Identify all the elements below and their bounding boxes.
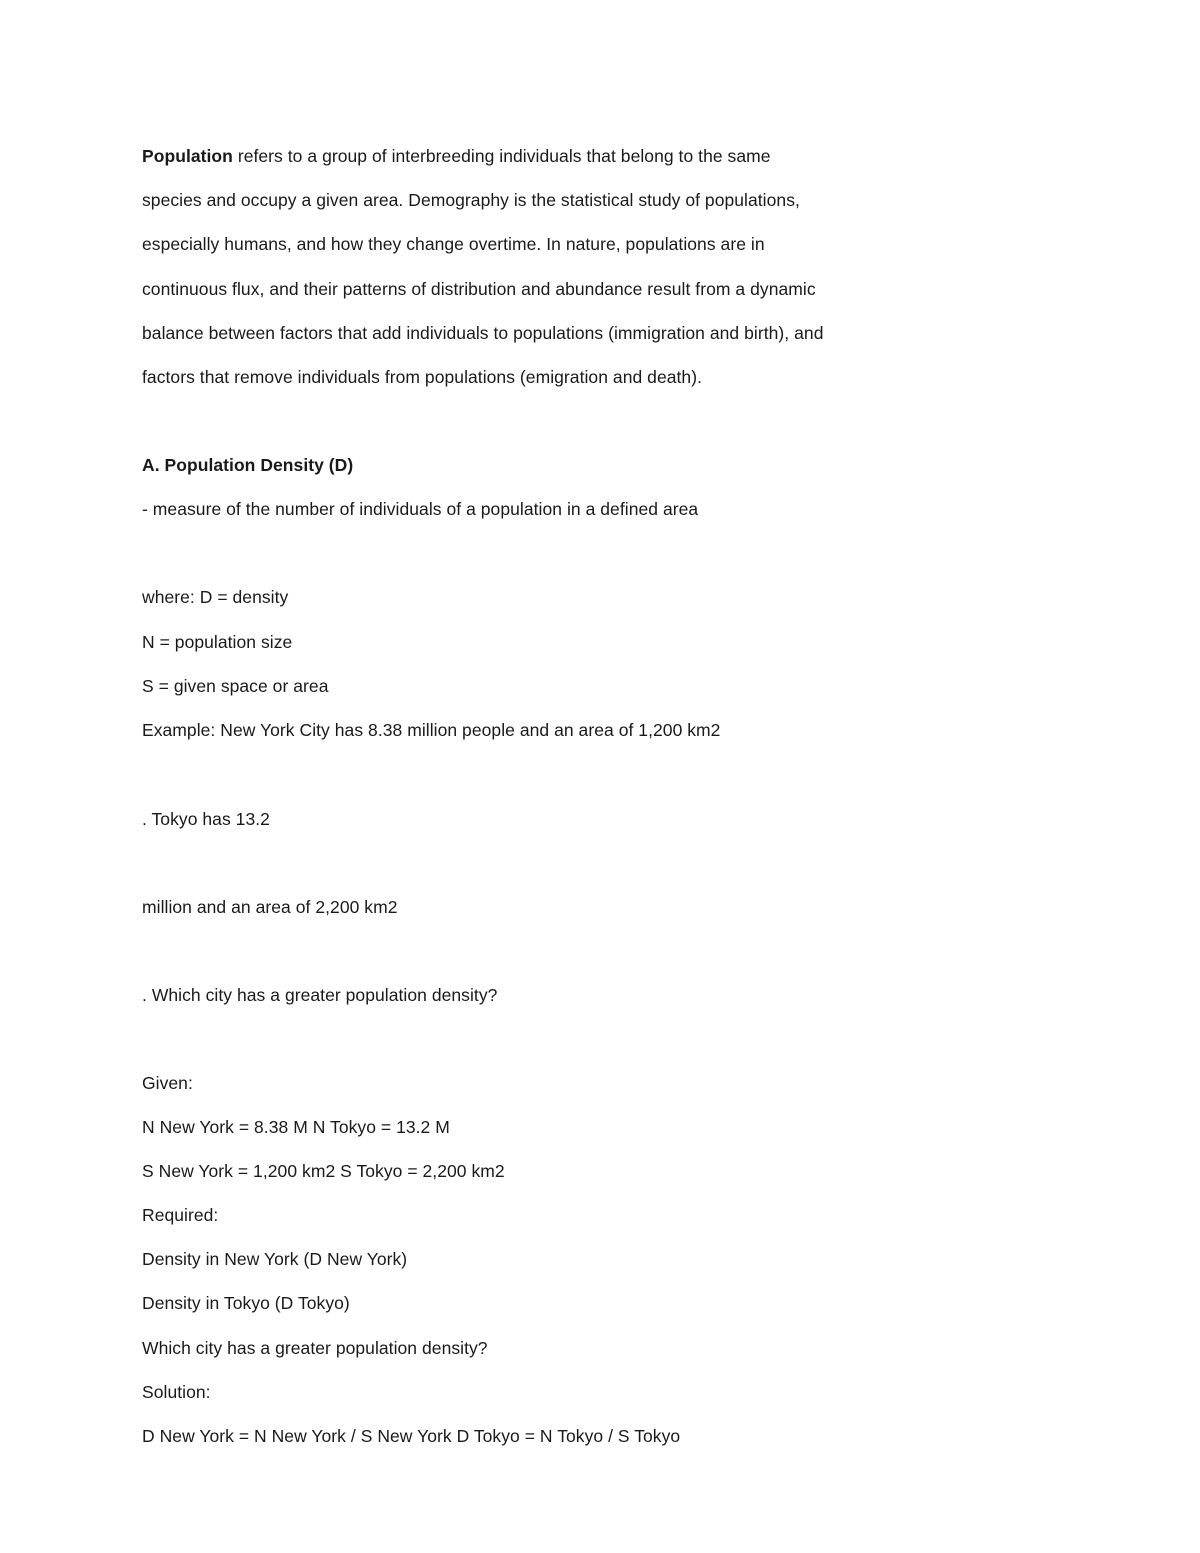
- example-line-3: million and an area of 2,200 km2: [142, 897, 398, 917]
- section-heading: A. Population Density (D): [142, 455, 354, 475]
- solution-formula: D New York = N New York / S New York D Tokyo = N Tokyo / S Tokyo: [142, 1426, 681, 1446]
- intro-paragraph-line-5: balance between factors that add individuals to populations (immigration and birth), and: [142, 323, 824, 343]
- intro-paragraph-line-3: especially humans, and how they change overtime. In nature, populations are in: [142, 234, 765, 254]
- required-item-2: Density in Tokyo (D Tokyo): [142, 1293, 350, 1313]
- required-item-3: Which city has a greater population density?: [142, 1338, 488, 1358]
- example-line-1: Example: New York City has 8.38 million people and an area of 1,200 km2: [142, 720, 721, 740]
- intro-paragraph-line-2: species and occupy a given area. Demography is the statistical study of populations,: [142, 190, 800, 210]
- required-item-1: Density in New York (D New York): [142, 1249, 408, 1269]
- example-question: . Which city has a greater population density?: [142, 985, 498, 1005]
- intro-line-1-text: refers to a group of interbreeding individuals that belong to the same: [232, 146, 771, 166]
- solution-label: Solution:: [142, 1382, 211, 1402]
- legend-s: S = given space or area: [142, 676, 329, 696]
- legend-where: where: D = density: [142, 587, 289, 607]
- legend-n: N = population size: [142, 632, 293, 652]
- given-n-values: N New York = 8.38 M N Tokyo = 13.2 M: [142, 1117, 450, 1137]
- required-label: Required:: [142, 1205, 219, 1225]
- given-label: Given:: [142, 1073, 193, 1093]
- intro-paragraph-line-6: factors that remove individuals from populations (emigration and death).: [142, 367, 703, 387]
- intro-term: Population: [142, 146, 233, 166]
- intro-paragraph-line-1: [142, 144, 771, 168]
- intro-paragraph-line-4: continuous flux, and their patterns of distribution and abundance result from a dynamic: [142, 279, 816, 299]
- example-line-2: . Tokyo has 13.2: [142, 809, 270, 829]
- section-definition: - measure of the number of individuals of a population in a defined area: [142, 499, 699, 519]
- given-s-values: S New York = 1,200 km2 S Tokyo = 2,200 km2: [142, 1161, 505, 1181]
